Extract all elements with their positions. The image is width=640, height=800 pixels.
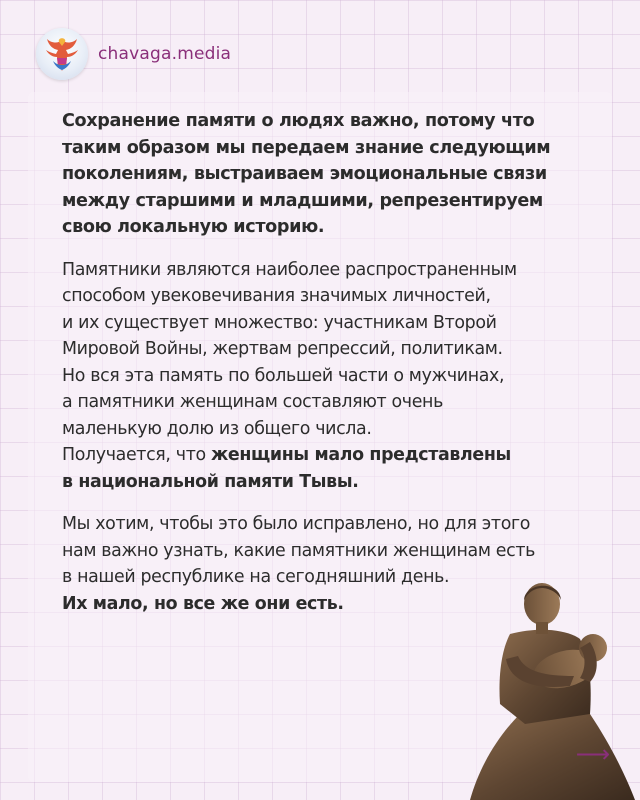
text-line: Но вся эта память по большей части о мужчинах, [62, 365, 505, 386]
text-line: Сохранение памяти о людях важно, потому что [62, 111, 535, 131]
text-line: таким образом мы передаем знание следующим [62, 137, 551, 158]
lead-paragraph [62, 108, 602, 241]
header [36, 28, 231, 80]
emphasis-text: в национальной памяти Тывы. [62, 471, 359, 492]
text-line: в нашей республике на сегодняшний день. [62, 567, 450, 587]
eagle-logo-icon [36, 28, 88, 80]
text-line: маленькую долю из общего числа. [62, 418, 372, 439]
text-line [62, 469, 602, 496]
emphasis-text: женщины мало представлены [210, 445, 511, 465]
brand-name[interactable]: chavaga.media [98, 44, 232, 64]
text-line: нам важно узнать, какие памятники женщинам есть [62, 540, 536, 561]
emphasis-text: Их мало, но все же они есть. [62, 593, 344, 614]
text-line: Мы хотим, чтобы это было исправлено, но для этого [62, 514, 531, 534]
text-line: Памятники являются наиболее распространенным [62, 259, 517, 280]
mother-child-statue [440, 564, 640, 800]
text-fragment: Получается, что [62, 445, 211, 465]
article-text [62, 108, 602, 633]
text-line: а памятники женщинам составляют очень [62, 392, 443, 412]
text-line: Мировой Войны, жертвам репрессий, политикам. [62, 339, 503, 359]
text-line: поколениям, выстраиваем эмоциональные связи [62, 164, 547, 184]
body-paragraph-monuments [62, 257, 602, 496]
text-line: между старшими и младшими, репрезентируем [62, 190, 543, 211]
text-line: свою локальную историю. [62, 217, 325, 237]
text-line [62, 442, 602, 469]
text-line: способом увековечивания значимых личностей, [62, 286, 491, 306]
text-line: и их существует множество: участникам Второй [62, 312, 497, 333]
arrow-right-icon[interactable]: ⟶ [575, 740, 610, 768]
